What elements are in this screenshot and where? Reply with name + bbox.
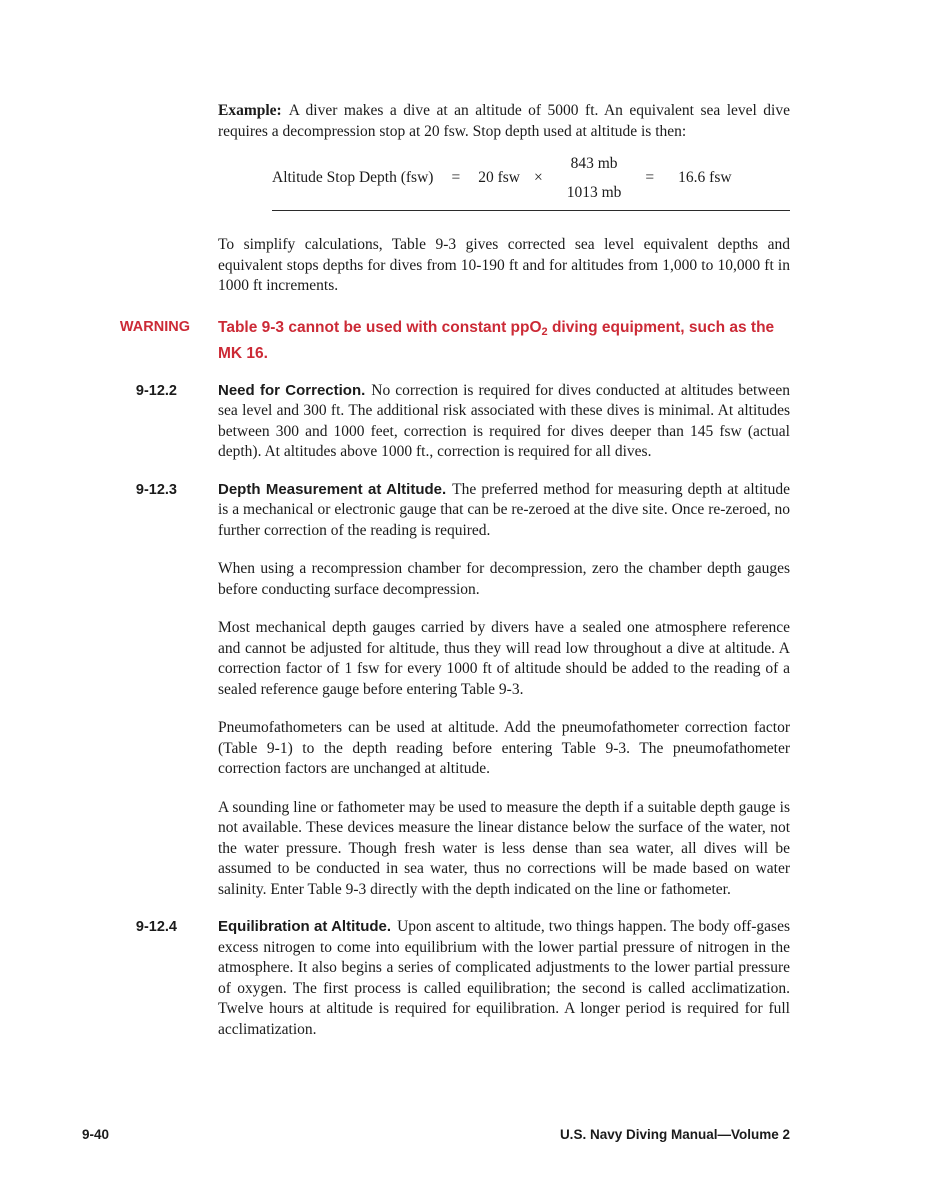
formula-operand: 20 fsw — [478, 169, 520, 187]
section-paragraph: A sounding line or fathometer may be used to measure the depth if a suitable depth gauge is not available. These devices measure the linear distance below the surface of the water, not the water pressure. Though fresh water is less dense than sea water, all dives will be assumed to be conducted in sea water, thus no corrections will be made based on water salinity. Enter Table 9-3 directly with the depth indicated on the line or fathometer. — [218, 798, 790, 898]
section-text: Upon ascent to altitude, two things happen. The body off-gases excess nitrogen to come into equilibrium with the lower partial pressure of nitrogen in the atmosphere. It also begins a series of complicated adjustments to the lower partial pressure of oxygen. The first process is called equilibration; the second is called acclimatization. Twelve hours at altitude is required for equilibration. A longer period is required for full acclimatization. — [218, 918, 790, 1038]
table-note-block — [0, 235, 926, 297]
footer-page-number: 9-40 — [82, 1127, 110, 1142]
page-content — [0, 101, 926, 1057]
section-body-col — [218, 480, 790, 901]
equals-sign-2: = — [645, 169, 655, 187]
section-title: Equilibration at Altitude. — [218, 918, 392, 935]
section-text: No correction is required for dives conducted at altitudes between sea level and 300 ft. The additional risk associated with these dives is minimal. At altitudes between 300 and 1000 feet, correction is required for dives deeper than 145 fsw (actual depth). At altitudes above 1000 ft., correction is required for all dives. — [218, 381, 790, 460]
warning-body — [218, 317, 790, 364]
formula-block — [272, 154, 790, 211]
warning-block — [0, 317, 926, 364]
altitude-stop-depth-formula — [272, 154, 790, 203]
warning-text-before: Table 9-3 cannot be used with constant ppO — [218, 318, 542, 336]
section-number: 9-12.4 — [135, 919, 177, 935]
section-number: 9-12.3 — [135, 481, 177, 498]
section-paragraph: Pneumofathometers can be used at altitude. Add the pneumofathometer correction factor (Table 9-1) to the depth reading before entering Table 9-3. The pneumofathometer correction factors are unchanged at altitude. — [218, 719, 790, 777]
equals-sign: = — [451, 169, 461, 187]
page-footer — [82, 1125, 790, 1146]
example-paragraph — [218, 101, 790, 142]
section-paragraph: Most mechanical depth gauges carried by divers have a sealed one atmosphere reference and cannot be adjusted for altitude, thus they will read low throughout a dive at altitude. A correction factor of 1 fsw for every 1000 ft of altitude should be added to the reading of a sealed reference gauge before entering Table 9-3. — [218, 619, 790, 698]
section-9-12-2 — [0, 381, 926, 463]
fraction-numerator: 843 mb — [570, 155, 618, 172]
section-text: The preferred method for measuring depth at altitude is a mechanical or electronic gauge that can be re-zeroed at the dive site. Once re-zeroed, no further correction of the reading is required. — [218, 480, 790, 539]
warning-text — [218, 317, 790, 364]
example-label-col — [0, 101, 190, 235]
fraction-denominator: 1013 mb — [566, 184, 622, 201]
section-title: Need for Correction. — [218, 381, 366, 399]
section-number-col — [0, 480, 190, 901]
section-body-col — [218, 381, 790, 463]
formula-result: 16.6 fsw — [678, 169, 732, 187]
table-note-paragraph: To simplify calculations, Table 9-3 gives corrected sea level equivalent depths and equivalent stops depths for dives from 10-190 ft and for altitudes from 1,000 to 10,000 ft in 1000 ft increments. — [218, 236, 790, 294]
example-text: A diver makes a dive at an altitude of 5000 ft. An equivalent sea level dive requires a decompression stop at 20 fsw. Stop depth used at altitude is then: — [218, 102, 790, 140]
section-9-12-3 — [0, 480, 926, 901]
example-block — [0, 101, 926, 235]
section-title: Depth Measurement at Altitude. — [218, 480, 447, 498]
formula-lhs: Altitude Stop Depth (fsw) — [272, 169, 434, 187]
section-paragraph: When using a recompression chamber for decompression, zero the chamber depth gauges before conducting surface decompression. — [218, 560, 790, 598]
section-body-col — [218, 917, 790, 1040]
warning-text-after: diving equipment, such as the MK 16. — [218, 318, 775, 362]
warning-label: WARNING — [119, 318, 190, 335]
table-note-label-col — [0, 235, 190, 297]
footer-manual-title: U.S. Navy Diving Manual—Volume 2 — [559, 1127, 790, 1142]
section-number: 9-12.2 — [135, 382, 177, 399]
example-body — [218, 101, 790, 235]
section-number-col — [0, 381, 190, 463]
ppo2-subscript: 2 — [541, 325, 548, 338]
example-label: Example: — [218, 102, 282, 119]
table-note-body — [218, 235, 790, 297]
section-paragraph — [218, 381, 790, 463]
section-number-col — [0, 917, 190, 1040]
multiply-sign: × — [533, 169, 543, 187]
section-9-12-4 — [0, 917, 926, 1040]
section-paragraph — [218, 917, 790, 1040]
section-paragraph — [218, 480, 790, 542]
pressure-fraction — [567, 154, 622, 203]
